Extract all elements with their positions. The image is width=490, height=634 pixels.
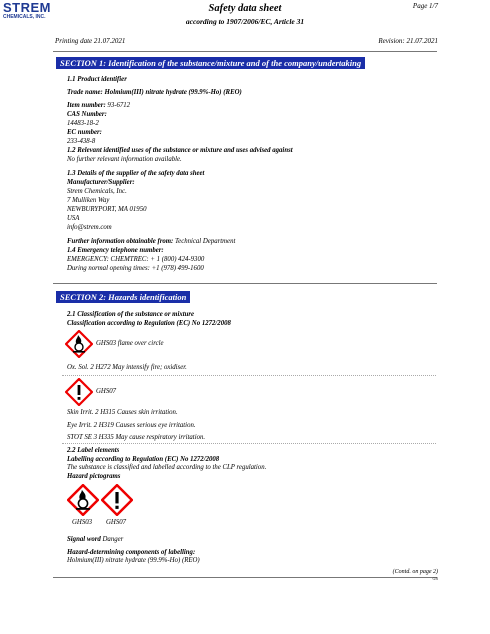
dotted-divider: [62, 443, 436, 444]
company-city: NEWBURYPORT, MA 01950: [67, 206, 147, 213]
section-2-divider: [53, 283, 437, 284]
classification-reg: Classification according to Regulation (EC) No 1272/2008: [67, 320, 231, 327]
logo-main: STREM: [3, 0, 51, 15]
company-country: USA: [67, 215, 80, 222]
section-2-heading: SECTION 2: Hazards identification: [56, 291, 190, 303]
hazard-component: Holmium(III) nitrate hydrate (99.9%-Ho) (REO): [67, 557, 200, 564]
flame-over-circle-icon: [65, 330, 93, 358]
pictogram-2-caption: GHS07: [106, 519, 127, 526]
logo-sub: CHEMICALS, INC.: [3, 14, 46, 20]
company-email[interactable]: info@strem.com: [67, 224, 112, 231]
company-name: Strem Chemicals, Inc.: [67, 188, 127, 195]
ox-sol-line: Ox. Sol. 2 H272 May intensify fire; oxidiser.: [67, 364, 187, 371]
uses-label: 1.2 Relevant identified uses of the substance or mixture and uses advised against: [67, 147, 293, 154]
opening-times: During normal opening times: +1 (978) 499-1600: [67, 265, 204, 272]
item-number-line: [67, 102, 130, 110]
printing-date: Printing date 21.07.2021: [55, 37, 126, 45]
signal-word-line: [67, 536, 123, 544]
pictograms-label: Hazard pictograms: [67, 473, 121, 480]
ghs03-caption: GHS03 flame over circle: [96, 340, 164, 347]
further-info-line: [67, 238, 235, 246]
language-tag: GB: [432, 576, 438, 581]
cas-number: 14483-18-2: [67, 120, 99, 127]
product-identifier: 1.1 Product identifier: [67, 76, 127, 83]
trade-name: Holmium(III) nitrate hydrate (99.9%-Ho) (REO): [104, 89, 242, 96]
labelling-reg: Labelling according to Regulation (EC) No 1272/2008: [67, 456, 220, 463]
company-street: 7 Mulliken Way: [67, 197, 110, 204]
continued-note: (Contd. on page 2): [392, 569, 438, 575]
emergency-label: 1.4 Emergency telephone number:: [67, 247, 164, 254]
signal-label: Signal word: [67, 536, 103, 543]
dotted-divider: [62, 375, 436, 376]
page-title: Safety data sheet: [208, 3, 282, 14]
label-elements: 2.2 Label elements: [67, 447, 120, 454]
revision-date: Revision: 21.07.2021: [378, 37, 438, 45]
further-info: Technical Department: [175, 238, 236, 245]
item-number: 93-6712: [107, 102, 131, 109]
page-number: Page 1/7: [412, 2, 438, 10]
ec-label: EC number:: [67, 129, 102, 136]
ec-number: 233-438-8: [67, 138, 96, 145]
cas-label: CAS Number:: [67, 111, 107, 118]
further-info-label: Further information obtainable from:: [67, 238, 176, 245]
uses-text: No further relevant information available.: [67, 156, 182, 163]
supplier-details: 1.3 Details of the supplier of the safety data sheet: [67, 170, 205, 177]
item-label: Item number:: [67, 102, 108, 109]
signal-word: Danger: [102, 536, 124, 543]
exclamation-mark-icon: [65, 378, 93, 406]
exclamation-mark-icon: [101, 484, 133, 516]
manufacturer-label: Manufacturer/Supplier:: [67, 179, 135, 186]
classification-label: 2.1 Classification of the substance or mixture: [67, 311, 195, 318]
stot-line: STOT SE 3 H335 May cause respiratory irritation.: [67, 434, 206, 441]
page-subtitle: according to 1907/2006/EC, Article 31: [185, 17, 305, 26]
emergency-number: EMERGENCY: CHEMTREC: + 1 (800) 424-9300: [67, 256, 205, 263]
flame-over-circle-icon: [67, 484, 99, 516]
trade-name-line: [67, 89, 242, 97]
section-1-heading: SECTION 1: Identification of the substance/mixture and of the company/undertaking: [56, 57, 365, 69]
hazard-components-label: Hazard-determining components of labelling:: [67, 549, 196, 556]
labelling-text: The substance is classified and labelled according to the CLP regulation.: [67, 464, 267, 471]
skin-irrit-line: Skin Irrit. 2 H315 Causes skin irritation.: [67, 409, 178, 416]
ghs07-caption: GHS07: [96, 388, 117, 395]
pictogram-1-caption: GHS03: [72, 519, 93, 526]
trade-name-label: Trade name:: [67, 89, 105, 96]
footer-divider: [53, 577, 437, 578]
eye-irrit-line: Eye Irrit. 2 H319 Causes serious eye irritation.: [67, 422, 196, 429]
